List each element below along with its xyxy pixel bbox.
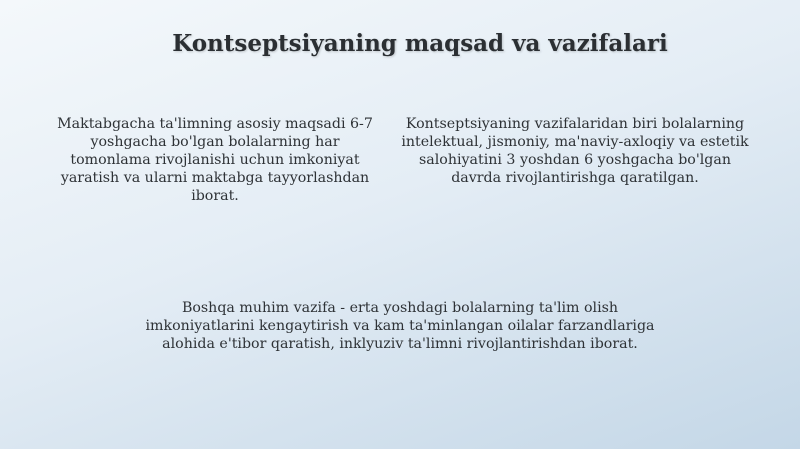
right-paragraph: Kontseptsiyaning vazifalaridan biri bolalarning intelektual, jismoniy, ma'naviy-axloqiy va estetik salohiyatini 3 yoshdan 6 yoshgacha bo'lgan davrda rivojlantirishga qaratilgan. [401,116,749,186]
slide-title: Kontseptsiyaning maqsad va vazifalari [172,30,668,57]
left-paragraph: Maktabgacha ta'limning asosiy maqsadi 6-7 yoshgacha bo'lgan bolalarning har tomonlama rivojlanishi uchun imkoniyat yaratish va ularni maktabga tayyorlashdan iborat. [57,116,373,204]
bottom-paragraph: Boshqa muhim vazifa - erta yoshdagi bolalarning ta'lim olish imkoniyatlarini kengaytirish va kam ta'minlangan oilalar farzandlariga alohida e'tibor qaratish, inklyuziv ta'limni rivojlantirishdan iborat. [145,300,655,352]
